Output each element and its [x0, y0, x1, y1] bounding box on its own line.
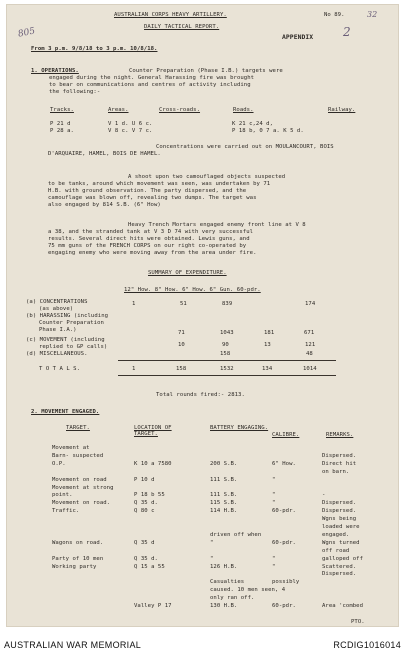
movement-cell-e: off road — [322, 547, 350, 554]
col-crossroads: Cross-roads. — [159, 107, 201, 113]
handwritten-folio-left: 805 — [17, 26, 37, 40]
ops-line: the following:- — [49, 89, 101, 95]
mv-col-remarks: REMARKS. — [326, 432, 354, 438]
movement-cell-a: Working party — [52, 563, 97, 570]
totals-rule-bottom — [118, 375, 336, 376]
movement-cell-d: " — [272, 476, 276, 483]
totals-cell: 1014 — [303, 366, 317, 372]
totals-cell: 1 — [132, 366, 136, 372]
movement-cell-c: Casualties — [210, 579, 245, 586]
movement-cell-a: point. — [52, 492, 73, 499]
movement-cell-c: 126 H.B. — [210, 563, 238, 570]
para3-line: engaging enemy who were moving away from the area under fire. — [48, 250, 257, 256]
movement-cell-b: Q 80 c — [134, 508, 155, 515]
report-title: DAILY TACTICAL REPORT. — [144, 24, 220, 30]
movement-cell-c: 200 S.B. — [210, 460, 238, 467]
para3-line: Heavy Trench Mortars engaged enemy front line at V 8 — [128, 222, 306, 228]
movement-cell-d: possibly — [272, 579, 300, 586]
movement-cell-c: 111 S.B. — [210, 492, 238, 499]
unit-heading: AUSTRALIAN CORPS HEAVY ARTILLERY. — [114, 12, 227, 18]
movement-cell-e: - — [322, 492, 326, 499]
movement-cell-b: Q 35 d — [134, 539, 155, 546]
summary-heading: SUMMARY OF EXPENDITURE. — [148, 270, 227, 276]
summary-row-label: (c) MOVEMENT (including — [26, 337, 105, 343]
movement-cell-e: engaged. — [322, 531, 350, 538]
total-rounds: Total rounds fired:- 2813. — [156, 392, 245, 398]
para2-line: to be tanks, around which movement was seen, was undertaken by 71 — [48, 181, 271, 187]
summary-cell: 71 — [178, 330, 185, 336]
movement-cell-b: Q 35 d. — [134, 500, 158, 507]
ops-line: Counter Preparation (Phase I.B.) targets were — [129, 68, 283, 74]
col-railway: Railway. — [328, 107, 356, 113]
summary-cell: 90 — [222, 342, 229, 348]
mv-col-calibre: CALIBRE. — [272, 432, 300, 438]
concentrations-line: D'ARQUAIRE, HAMEL, BOIS DE HAMEL. — [48, 151, 161, 157]
movement-cell-c: " — [210, 539, 214, 546]
movement-cell-e: galloped off — [322, 555, 364, 562]
movement-heading: 2. MOVEMENT ENGAGED. — [31, 409, 100, 415]
movement-cell-a: Movement on road — [52, 476, 107, 483]
totals-cell: 134 — [262, 366, 273, 372]
ops-line: to bear on communications and centres of activity including — [49, 82, 251, 88]
movement-cell-e: Direct hit — [322, 460, 357, 467]
movement-cell-c: 111 S.B. — [210, 476, 238, 483]
summary-row-label: (a) CONCENTRATIONS — [26, 299, 88, 305]
movement-cell-e: Dispersed. — [322, 500, 357, 507]
mv-col-target: TARGET. — [66, 425, 90, 431]
footer-record-id: RCDIG1016014 — [333, 640, 401, 650]
movement-cell-b: P 18 b 55 — [134, 492, 165, 499]
summary-cell: 158 — [220, 351, 231, 357]
summary-cell: 1 — [132, 301, 136, 307]
summary-cell: 671 — [304, 330, 315, 336]
mv-col-battery: BATTERY ENGAGING. — [210, 425, 269, 431]
document-page — [6, 4, 399, 627]
summary-cell: 174 — [305, 301, 316, 307]
report-number: No 89. — [324, 12, 345, 18]
summary-cell: 839 — [222, 301, 233, 307]
totals-cell: 1532 — [220, 366, 234, 372]
para2-line: A shoot upon two camouflaged objects suspected — [128, 174, 286, 180]
para2-line: camouflage was blown off, revealing two dumps. The target was — [48, 195, 257, 201]
summary-cell: 51 — [180, 301, 187, 307]
summary-row-sub: (as above) — [39, 306, 74, 312]
footer-institution: AUSTRALIAN WAR MEMORIAL — [4, 640, 142, 650]
movement-cell-d: " — [272, 555, 276, 562]
movement-cell-d: " — [272, 563, 276, 570]
movement-cell-e: Wgns turned — [322, 539, 360, 546]
para2-line: also engaged by 814 S.B. (6" How) — [48, 202, 161, 208]
col-areas: Areas. — [108, 107, 129, 113]
movement-cell-e: on barn. — [322, 468, 350, 475]
movement-cell-a: Movement at strong — [52, 484, 114, 491]
appendix-number: 2 — [343, 25, 351, 39]
summary-row-label: (b) HARASSING (including — [26, 313, 109, 319]
movement-cell-d: " — [272, 500, 276, 507]
handwritten-folio-right: 32 — [367, 10, 378, 19]
summary-row-sub: Phase I.A.) — [39, 327, 77, 333]
summary-cell: 1043 — [220, 330, 234, 336]
movement-cell-b: Q 15 a 55 — [134, 563, 165, 570]
operations-heading: 1. OPERATIONS. — [31, 68, 79, 74]
areas-row: V 1 d. U 6 c. — [108, 121, 153, 127]
summary-cell: 13 — [264, 342, 271, 348]
movement-cell-a: O.P. — [52, 460, 66, 467]
movement-cell-e: Dispersed. — [322, 508, 357, 515]
movement-cell-e: loaded were — [322, 524, 360, 530]
col-roads: Roads. — [233, 107, 254, 113]
summary-row-label: (d) MISCELLANEOUS. — [26, 351, 88, 357]
movement-cell-a: Barn- suspected — [52, 452, 104, 459]
movement-cell-a: Movement at — [52, 445, 90, 451]
movement-cell-c: driven off when — [210, 531, 262, 538]
movement-cell-c: caused. 10 men seen, 4 — [210, 587, 286, 594]
totals-rule-top — [118, 360, 336, 361]
areas-row: V 8 c. V 7 c. — [108, 128, 153, 134]
summary-cell: 121 — [305, 342, 316, 348]
summary-cell: 48 — [306, 351, 313, 357]
summary-row-sub: Counter Preparation — [39, 320, 104, 326]
para2-line: H.B. with ground observation. The party dispersed, and the — [48, 188, 247, 194]
summary-cell: 10 — [178, 342, 185, 348]
col-tracks: Tracks. — [50, 107, 74, 113]
totals-label: T O T A L S. — [39, 366, 81, 372]
movement-cell-b: Q 35 d. — [134, 555, 158, 562]
movement-cell-d: 60-pdr. — [272, 508, 296, 515]
movement-cell-c: " — [210, 555, 214, 562]
pto-mark: PTO. — [351, 619, 365, 625]
movement-cell-b: P 10 d — [134, 476, 155, 483]
movement-cell-e: Area 'combed — [322, 603, 364, 609]
mv-col-location: LOCATION OF TARGET. — [134, 425, 172, 438]
para3-line: a 38, and the stranded tank at V 3 D 74 with very successful — [48, 229, 254, 235]
roads-row: P 18 b, 0 7 a. K 5 d. — [232, 128, 304, 134]
para3-line: 75 mm guns of the FRENCH CORPS on our right co-operated by — [48, 243, 247, 249]
roads-row: K 21 c,24 d, — [232, 121, 274, 127]
movement-cell-c: 115 S.B. — [210, 500, 238, 507]
movement-cell-d: 60-pdr. — [272, 539, 296, 546]
ops-line: engaged during the night. General Harassing fire was brought — [49, 75, 255, 81]
movement-cell-a: Traffic. — [52, 508, 80, 515]
movement-cell-c: 114 H.B. — [210, 508, 238, 515]
summary-row-sub: replied to GP calls) — [39, 344, 108, 350]
para3-line: results. Several direct hits were obtained. Lewis guns, and — [48, 236, 250, 242]
totals-cell: 158 — [176, 366, 187, 372]
movement-cell-d: " — [272, 492, 276, 499]
appendix-label: APPENDIX — [282, 33, 314, 41]
archive-footer — [0, 627, 405, 654]
summary-columns: 12" How. 8" How. 6" How. 6" Gun. 60-pdr. — [124, 287, 261, 293]
movement-cell-b: Valley P 17 — [134, 603, 172, 609]
concentrations-line: Concentrations were carried out on MOULANCOURT, BOIS — [156, 144, 334, 150]
movement-cell-e: Dispersed. — [322, 571, 357, 578]
movement-cell-e: Wgns being — [322, 516, 357, 523]
movement-cell-e: Dispersed. — [322, 452, 357, 459]
movement-cell-a: Movement on road. — [52, 500, 111, 507]
movement-cell-d: 60-pdr. — [272, 603, 296, 609]
movement-cell-b: K 10 a 7580 — [134, 460, 172, 467]
report-period: From 3 p.m. 9/8/18 to 3 p.m. 10/8/18. — [31, 46, 158, 52]
movement-cell-a: Party of 10 men — [52, 555, 104, 562]
movement-cell-e: Scattered. — [322, 563, 357, 570]
movement-cell-a: Wagons on road. — [52, 539, 104, 546]
movement-cell-c: 130 H.B. — [210, 603, 238, 609]
tracks-row: P 28 a. — [50, 128, 74, 134]
movement-cell-d: 6" How. — [272, 460, 296, 467]
summary-cell: 181 — [264, 330, 275, 336]
tracks-row: P 21 d — [50, 121, 71, 127]
movement-cell-c: only ran off. — [210, 595, 255, 602]
